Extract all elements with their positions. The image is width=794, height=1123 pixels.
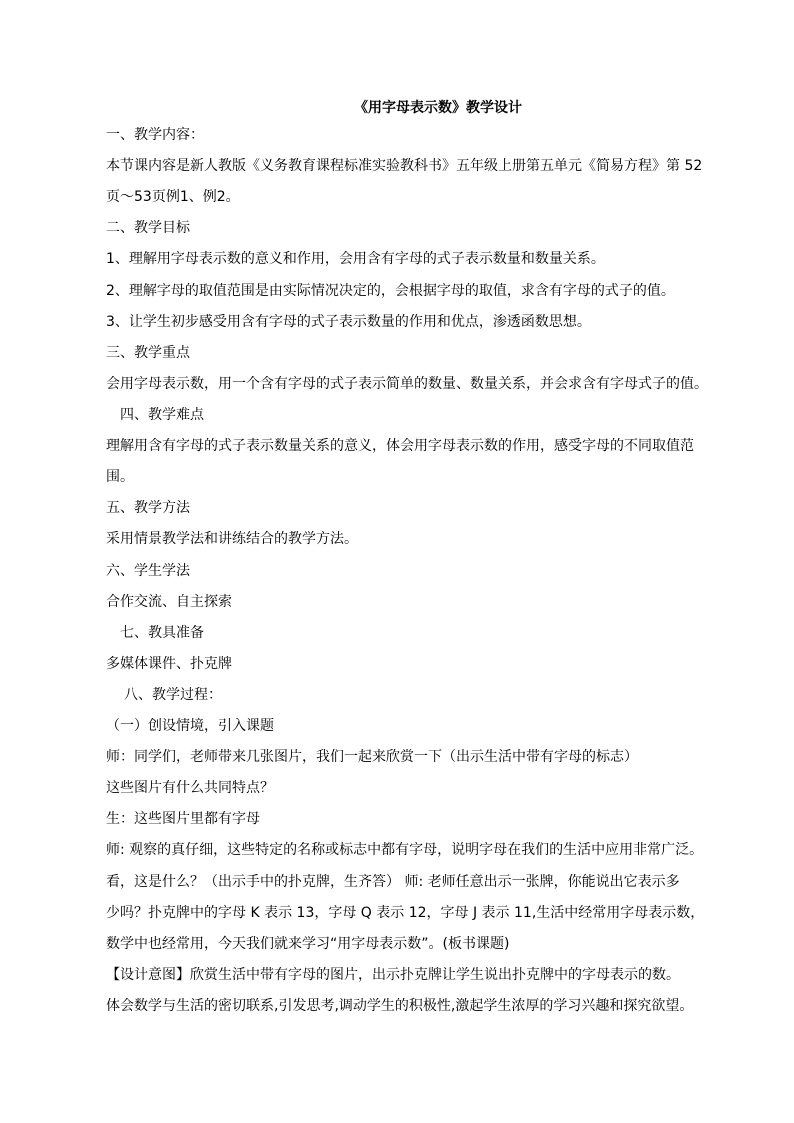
paragraph-line: 生：这些图片里都有字母 <box>106 811 260 827</box>
goal-item: 1、理解用字母表示数的意义和作用，会用含有字母的式子表示数量和数量关系。 <box>106 251 605 267</box>
heading-difficulties: 四、教学难点 <box>120 407 204 423</box>
paragraph-line: 师: 观察的真仔细，这些特定的名称或标志中都有字母，说明字母在我们的生活中应用非常广泛。 <box>106 842 704 858</box>
paragraph-line: 看，这是什么？（出示手中的扑克牌，生齐答） 师: 老师任意出示一张牌，你能说出它表示多 <box>106 874 680 890</box>
paragraph-line: 合作交流、自主探索 <box>106 594 232 610</box>
heading-teaching-aids: 七、教具准备 <box>120 625 204 641</box>
paragraph-line: 少吗？扑克牌中的字母 K 表示 13，字母 Q 表示 12，字母 J 表示 11,生活中经常用字母表示数， <box>106 905 705 921</box>
goal-item: 2、理解字母的取值范围是由实际情况决定的，会根据字母的取值，求含有字母的式子的值。 <box>106 283 675 299</box>
paragraph-line: 本节课内容是新人教版《义务教育课程标准实验教科书》五年级上册第五单元《简易方程》第 52 <box>106 158 703 174</box>
paragraph-line: 体会数学与生活的密切联系,引发思考,调动学生的积极性,激起学生浓厚的学习兴趣和探究欲望。 <box>106 998 694 1014</box>
paragraph-line: 围。 <box>106 469 134 485</box>
paragraph-line: 这些图片有什么共同特点？ <box>106 780 274 796</box>
document-title: 《用字母表示数》教学设计 <box>354 100 522 116</box>
heading-teaching-method: 五、教学方法 <box>106 500 190 516</box>
paragraph-line: 数学中也经常用，今天我们就来学习“用字母表示数”。(板书课题) <box>106 936 510 952</box>
paragraph-line: 理解用含有字母的式子表示数量关系的意义，体会用字母表示数的作用，感受字母的不同取值范 <box>106 438 694 454</box>
goal-item: 3、让学生初步感受用含有字母的式子表示数量的作用和优点，渗透函数思想。 <box>106 314 591 330</box>
paragraph-line: 多媒体课件、扑克牌 <box>106 656 232 672</box>
heading-key-points: 三、教学重点 <box>106 345 190 361</box>
paragraph-line: 会用字母表示数，用一个含有字母的式子表示简单的数量、数量关系，并会求含有字母式子的值。 <box>106 376 708 392</box>
subheading-create-scenario: （一）创设情境，引入课题 <box>106 718 274 734</box>
paragraph-line: 师：同学们，老师带来几张图片，我们一起来欣赏一下（出示生活中带有字母的标志） <box>106 749 638 765</box>
heading-learning-method: 六、学生学法 <box>106 563 190 579</box>
paragraph-line: 采用情景教学法和讲练结合的教学方法。 <box>106 531 358 547</box>
heading-teaching-content: 一、教学内容： <box>106 127 204 143</box>
heading-teaching-process: 八、教学过程： <box>124 687 222 703</box>
paragraph-line: 页～53页例1、例2。 <box>106 189 240 205</box>
paragraph-line: 【设计意图】欣赏生活中带有字母的图片，出示扑克牌让学生说出扑克牌中的字母表示的数。 <box>106 967 680 983</box>
heading-teaching-goals: 二、教学目标 <box>106 220 190 236</box>
